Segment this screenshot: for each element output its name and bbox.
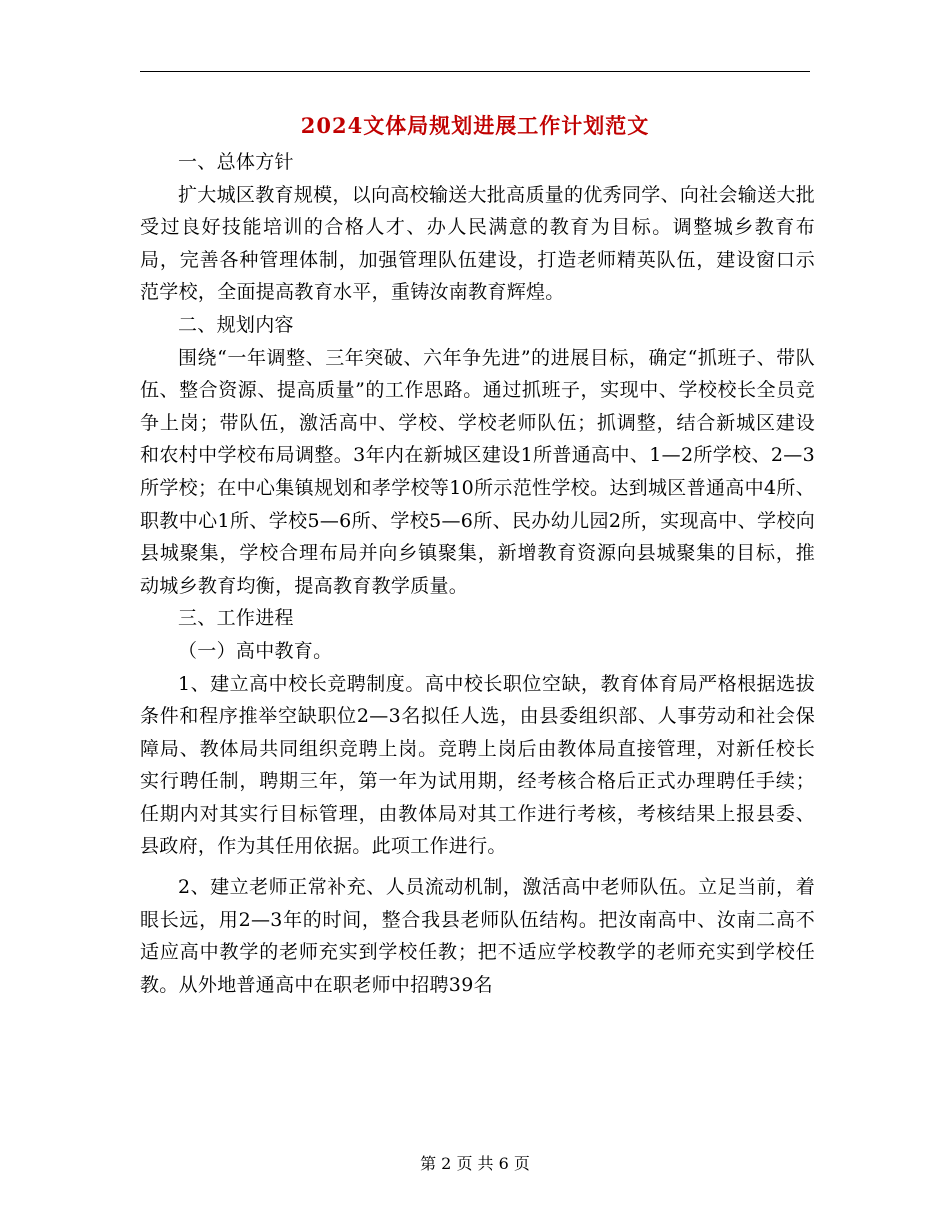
header-rule — [140, 71, 810, 72]
subsection-heading-high-school: （一）高中教育。 — [178, 639, 333, 662]
section-heading-work-progress: 三、工作进程 — [178, 607, 294, 630]
section-heading-general-policy: 一、总体方针 — [178, 151, 294, 173]
document-body — [140, 146, 815, 1001]
paragraph-principal-recruitment: 1、建立高中校长竞聘制度。高中校长职位空缺，教育体育局严格根据选拔条件和程序推举空缺职位2—3名拟任人选，由县委组织部、人事劳动和社会保障局、教体局共同组织竞聘上岗。竞聘上岗后由教体局直接管理，对新任校长实行聘任制，聘期三年，第一年为试用期，经考核合格后正式办理聘任手续；任期内对其实行目标管理，由教体局对其工作进行考核，考核结果上报县委、县政府，作为其任用依据。此项工作进行。 — [140, 672, 815, 858]
paragraph-general-policy: 扩大城区教育规模，以向高校输送大批高质量的优秀同学、向社会输送大批受过良好技能培训的合格人才、办人民满意的教育为目标。调整城乡教育布局，完善各种管理体制，加强管理队伍建设，打造老师精英队伍，建设窗口示范学校，全面提高教育水平，重铸汝南教育辉煌。 — [140, 183, 815, 304]
paragraph-plan-content: 围绕“一年调整、三年突破、六年争先进”的进展目标，确定“抓班子、带队伍、整合资源、提高质量”的工作思路。通过抓班子，实现中、学校校长全员竞争上岗；带队伍，激活高中、学校、学校老师队伍；抓调整，结合新城区建设和农村中学校布局调整。3年内在新城区建设1所普通高中、1—2所学校、2—3所学校；在中心集镇规划和孝学校等10所示范性学校。达到城区普通高中4所、职教中心1所、学校5—6所、学校5—6所、民办幼儿园2所，实现高中、学校向县城聚集，学校合理布局并向乡镇聚集，新增教育资源向县城聚集的目标，推动城乡教育均衡，提高教育教学质量。 — [140, 346, 815, 597]
section-heading-plan-content: 二、规划内容 — [178, 313, 294, 336]
page-footer: 第 2 页 共 6 页 — [420, 1154, 530, 1173]
document-title: 2024文体局规划进展工作计划范文 — [300, 113, 650, 138]
paragraph-teacher-mobility: 2、建立老师正常补充、人员流动机制，激活高中老师队伍。立足当前，着眼长远，用2—3年的时间，整合我县老师队伍结构。把汝南高中、汝南二高不适应高中教学的老师充实到学校任教；把不适应学校教学的老师充实到学校任教。从外地普通高中在职老师中招聘39名 — [140, 876, 815, 996]
